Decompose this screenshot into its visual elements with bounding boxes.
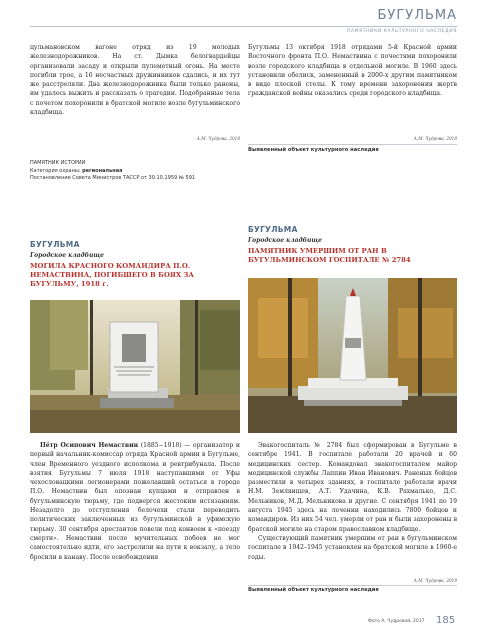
cultural-heritage-note: Выявленный объект культурного наследия bbox=[248, 587, 379, 593]
grave-stele-photo-art bbox=[30, 300, 240, 433]
person-name: Пётр Осипович Немаствин bbox=[40, 442, 139, 449]
monument-meta bbox=[30, 160, 240, 183]
right-monument-description bbox=[248, 441, 457, 562]
right-monument-credit: А.М. Чудрова, 2018 bbox=[413, 578, 457, 583]
top-left-paragraph: цульмановском вагоне отряд из 19 молодых железнодорожников. На ст. Дымка белогвардейцы организовали засаду и открыли пулеметный огонь. На месте погибли трое, а 16 несчастных дружинников сдались, и их тут же расстреляли. Два железнодорожника были только ранены, им удалось выжить и рассказать о трагедии. Подобранные тела с почетом похоронили в братской могиле возле бугульминского кладбища. bbox=[30, 44, 240, 117]
right-region-label: БУГУЛЬМА bbox=[248, 225, 298, 234]
decree-text: Постановление Совета Министров ТАССР от 30.10.1959 № 591 bbox=[30, 175, 196, 182]
left-place-label: Городское кладбище bbox=[30, 252, 104, 259]
section-subtitle: ПАМЯТНИКИ КУЛЬТУРНОГО НАСЛЕДИЯ bbox=[346, 29, 457, 34]
page-number: 185 bbox=[436, 615, 456, 626]
divider-rule bbox=[248, 144, 457, 145]
photo-credit: Фото А. Чудровой, 2017 bbox=[368, 619, 425, 624]
obelisk-photo-art bbox=[248, 278, 457, 433]
monument-type-label: ПАМЯТНИК ИСТОРИИ bbox=[30, 160, 86, 166]
top-right-paragraph: Бугульмы 13 октября 1918 отрядами 5-й Красной армии Восточного фронта П.О. Немаствина с почестями похоронили возле городского кладбища в отдельной могиле. В 1960 здесь установили обелиск, замененный в 2000-х другим памятником в виде плоской стелы. К тому времени захоронения жертв гражданской войны оказались среди городского кладбища. bbox=[248, 44, 457, 98]
right-monument-paragraph-2: Существующий памятник умершим от ран в бугульминском госпитале в 1942–1945 установлен на братской могиле в 1960-е годы. bbox=[248, 534, 457, 561]
right-monument-paragraph-1: Эвакогоспиталь № 2784 был сформирован в Бугульме в сентябре 1941. В госпитале работали 20 врачей и 60 медицинских сестер. Командовал эвакогоспиталем майор медицинской службы Лаппин Иван Иванович. Раненых бойцов разместили в четырех зданиях, в госпитале работали врачи Н.М. Землянщев, А.Т. Удачина, К.В. Рахмалько, Д.С. Мельников, М.Д. Мельникова и другие. С сентября 1941 по 19 августа 1945 здесь на лечении находились 7800 бойцов и командиров. Из них 54 чел. умерли от ран и были захоронены в братской могиле на старом православном кладбище. bbox=[248, 442, 457, 533]
top-left-credit: А.М. Чудрова, 2018 bbox=[196, 136, 240, 141]
divider-rule bbox=[248, 585, 457, 586]
cultural-heritage-note: Выявленный объект культурного наследия bbox=[248, 147, 379, 153]
top-right-credit: А.М. Чудрова, 2018 bbox=[413, 136, 457, 141]
section-title: БУГУЛЬМА bbox=[377, 8, 457, 23]
left-monument-title: МОГИЛА КРАСНОГО КОМАНДИРА П.О. НЕМАСТВИНА, ПОГИБШЕГО В БОЯХ ЗА БУГУЛЬМУ, 1918 г. bbox=[30, 262, 194, 288]
protection-category: Категория охраны: региональная bbox=[30, 167, 123, 174]
header-divider bbox=[30, 26, 457, 27]
left-region-label: БУГУЛЬМА bbox=[30, 240, 80, 249]
right-monument-title: ПАМЯТНИК УМЕРШИМ ОТ РАН В БУГУЛЬМИНСКОМ ГОСПИТАЛЕ № 2784 bbox=[248, 247, 411, 264]
left-monument-text: (1885−1918) — организатор и первый начальник-комиссар отряда Красной армии в Бугульме, член Временного уездного исполкома и ревтрибунала. После взятия Бугульмы 7 июля 1918 наступавшими от Уфы чехословацкими легионерами пожелавший остаться в городе П.О. Немаствин был опознан купцами и отправлен в бугульминскую тюрьму, где подвергся жестоким истязаниям. Незадолго до отступления белочехи стали переводить политических заключенных из бугульминской в уфимскую тюрьму. 30 сентября арестантов повели под конвоем к «поезду смерти». Немаствин после мучительных побоев не мог самостоятельно идти, его застрелили на пути к вокзалу, а тело бросили в канаву. После освобождения bbox=[30, 442, 240, 561]
right-place-label: Городское кладбище bbox=[248, 237, 322, 244]
left-monument-description bbox=[30, 441, 240, 562]
grave-stele-photo bbox=[30, 300, 240, 433]
obelisk-photo bbox=[248, 278, 457, 433]
